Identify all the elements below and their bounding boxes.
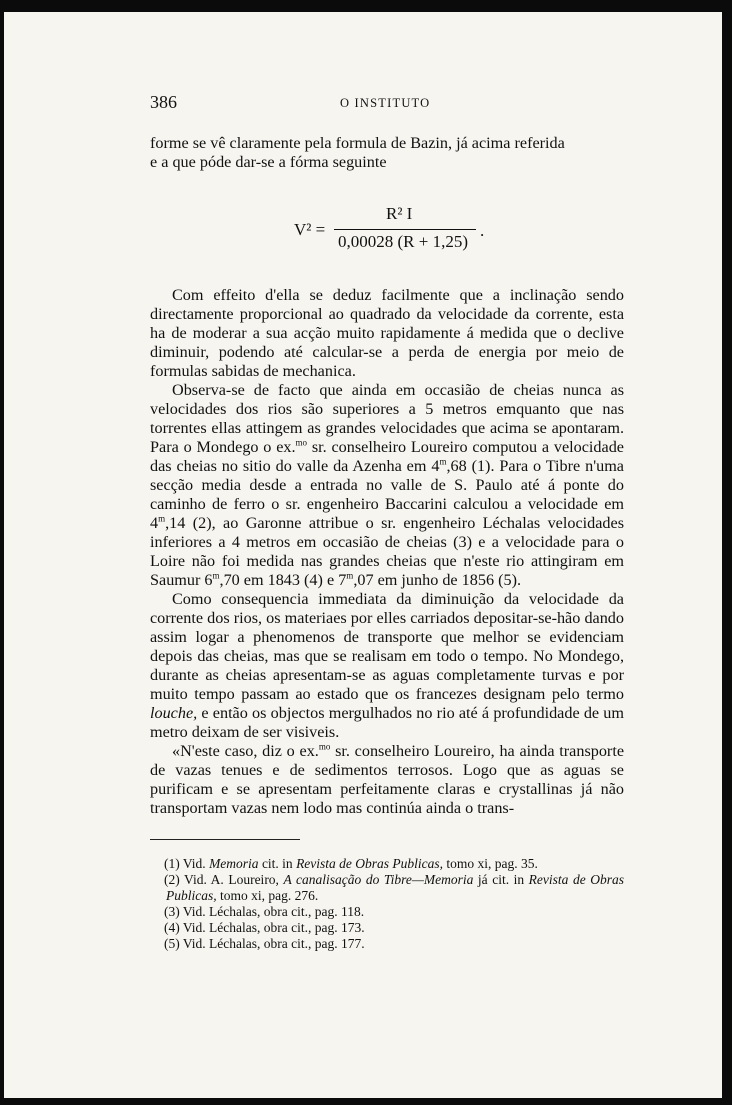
fn2-b: já cit. in [473, 872, 529, 887]
intro-line-2: e a que póde dar-se a fórma seguinte [150, 153, 387, 171]
p2-sup-3: m [158, 513, 166, 524]
fn1-c: tomo xi, pag. 35. [443, 856, 538, 871]
fn2-italic-2: Revista de Obras Publicas, [166, 872, 624, 903]
footnote-2 [150, 872, 624, 904]
fn2-italic-1: A canalisação do Tibre—Memoria [283, 872, 474, 887]
paragraph-4 [150, 742, 624, 818]
formula-denominator: 0,00028 (R + 1,25) [338, 232, 468, 251]
footnote-4: (4) Vid. Léchalas, obra cit., pag. 173. [164, 920, 365, 935]
p2-sup-2: m [439, 456, 447, 467]
fn1-b: cit. in [258, 856, 297, 871]
formula-numerator: R² I [386, 204, 413, 223]
p2-sup-5: m [346, 570, 354, 581]
paragraph-3 [150, 590, 624, 742]
fraction-bar [334, 229, 476, 230]
p2-text-e: ,70 em 1843 (4) e 7 [219, 571, 347, 589]
formula-end: . [480, 221, 485, 240]
fn2-a: (2) Vid. A. Loureiro, [164, 872, 284, 887]
intro-line-1: forme se vê claramente pela formula de Bazin, já acima referida [150, 134, 565, 152]
fn1-italic-2: Revista de Obras Publicas, [296, 856, 444, 871]
intro-text [150, 134, 624, 172]
fn2-c: tomo xi, pag. 276. [216, 888, 319, 903]
p3-text-b: e então os objectos mergulhados no rio até á profundidade de um metro deixam de ser visiveis. [150, 704, 624, 741]
footnote-3: (3) Vid. Léchalas, obra cit., pag. 118. [164, 904, 365, 919]
paragraph-1 [150, 286, 624, 381]
footnote-5: (5) Vid. Léchalas, obra cit., pag. 177. [164, 936, 365, 951]
fn1-a: (1) Vid. [164, 856, 210, 871]
p2-sup-1: mo [295, 437, 308, 448]
fn1-italic-1: Memoria [209, 856, 259, 871]
footnote-1 [150, 856, 624, 872]
p4-text-a: «N'este caso, diz o ex. [172, 742, 319, 760]
p3-text-a: Como consequencia immediata da diminuição da velocidade da corrente dos rios, os materiaes por elles carriados depositar-se-hão dando assim logar a phenomenos de transporte que melhor se evidenciam depois das cheias, mas que se realisam em todo o tempo. No Mondego, durante as cheias apresentam-se as aguas completamente turvas e por muito tempo passam ao estado que os francezes designam pelo termo [150, 590, 624, 703]
footnotes [150, 856, 624, 952]
p2-sup-4: m [212, 570, 220, 581]
p4-sup: mo [318, 741, 331, 752]
running-title: O INSTITUTO [340, 96, 431, 110]
p2-text-b: sr. conselheiro Loureiro computou a velocidade das cheias no sitio do valle da Azenha em 4 [150, 438, 624, 475]
paragraph-2 [150, 381, 624, 590]
p4-text-b: sr. conselheiro Loureiro, ha ainda transporte de vazas tenues e de sedimentos terrosos. Logo que as aguas se purificam e se apresentam perfeitamente claras e crystallinas já não transportam vazas nem lodo mas continúa ainda o trans- [150, 742, 624, 817]
p2-text-a: Observa-se de facto que ainda em occasião de cheias nunca as velocidades dos rios são superiores a 5 metros emquanto que nas torrentes ellas attingem as grandes velocidades que acima se apontaram. Para o Mondego o ex. [150, 381, 624, 456]
p2-text-f: ,07 em junho de 1856 (5). [353, 571, 522, 589]
p2-text-c: ,68 (1). Para o Tibre n'uma secção media desde a entrada no valle de S. Paulo até á ponte do caminho de ferro o sr. engenheiro Baccarini calculou a velocidade em 4 [150, 457, 624, 532]
p2-text-d: ,14 (2), ao Garonne attribue o sr. engenheiro Léchalas velocidades inferiores a 4 metros em occasião de cheias (3) e a velocidade para o Loire não foi medida nas grandes cheias que n'este rio attingiram em Saumur 6 [150, 514, 624, 589]
formula-lhs: V² = [294, 220, 326, 239]
p3-italic: louche, [150, 704, 198, 722]
paragraph-1-text: Com effeito d'ella se deduz facilmente que a inclinação sendo directamente proporcional ao quadrado da velocidade da corrente, esta ha de moderar a sua acção muito rapidamente á medida que o declive diminuir, podendo até calcular-se a perda de energia por meio de formulas sabidas de mechanica. [150, 286, 624, 380]
page-header [150, 92, 624, 114]
page-number: 386 [150, 92, 177, 112]
body-text [150, 286, 624, 818]
footnote-rule [150, 839, 300, 840]
